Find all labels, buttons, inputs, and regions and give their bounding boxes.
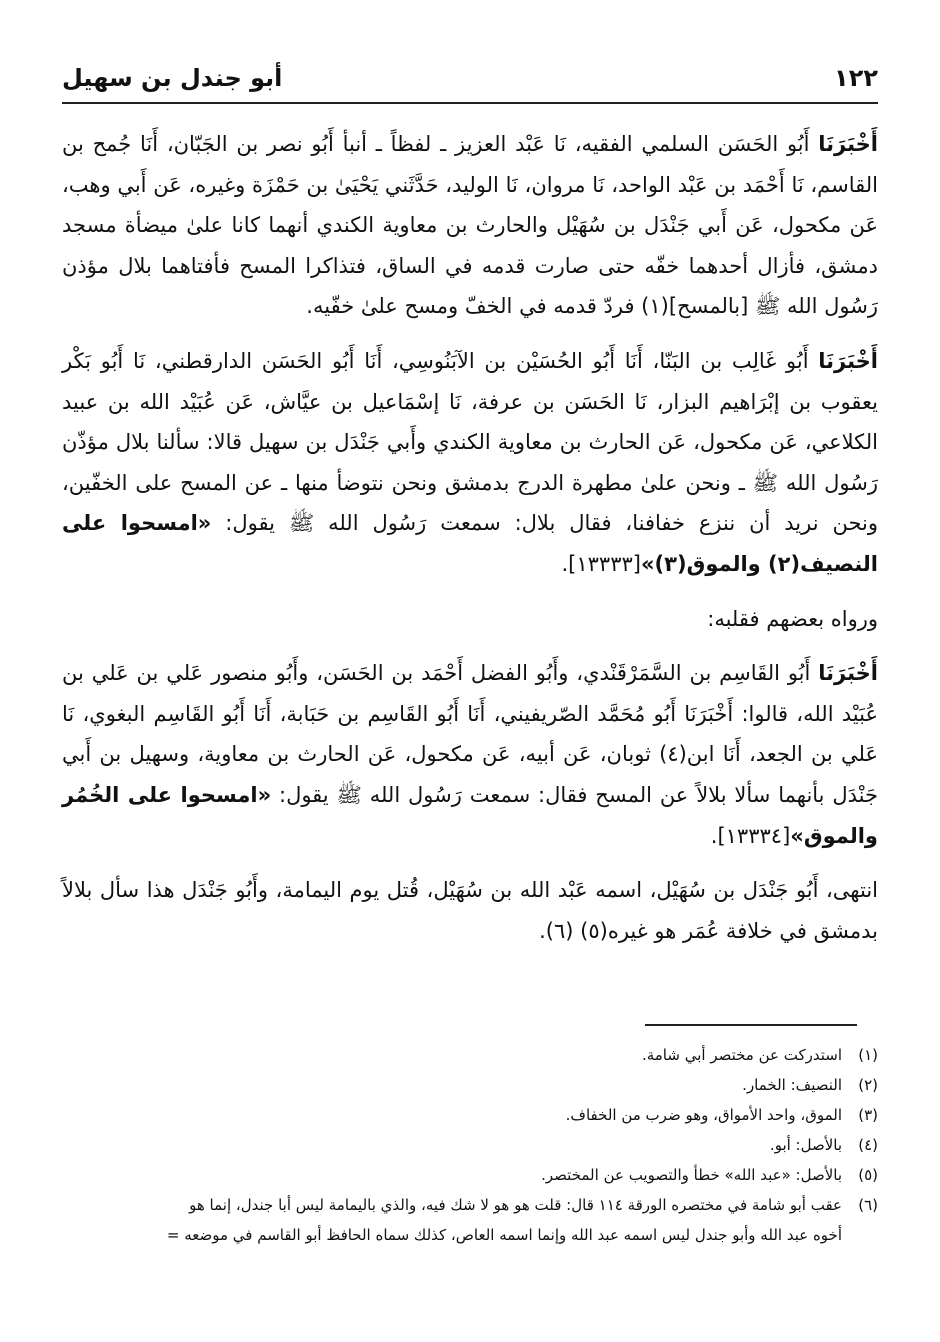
isnad-lead: أَخْبَرَنَا <box>818 661 878 686</box>
footnote-number: (٥) <box>858 1166 878 1184</box>
footnote-number: (٤) <box>858 1136 878 1154</box>
footnote <box>62 1190 878 1220</box>
paragraph-text: ورواه بعضهم فقلبه: <box>707 606 878 631</box>
hadith-number: [١٣٣٣٣]. <box>561 551 641 576</box>
hadith-quote: «امسحوا على الخُمُر والموق» <box>62 782 878 848</box>
paragraph <box>62 341 878 585</box>
footnote-continuation: أخوه عبد الله وأبو جندل ليس اسمه عبد الله وإنما اسمه العاص، كذلك سماه الحافظ أبو القاسم في موضعه = <box>166 1226 842 1244</box>
paragraph <box>62 870 878 951</box>
isnad-lead: أَخْبَرَنَا <box>818 132 878 156</box>
main-text <box>62 124 878 965</box>
footnote-number: (٢) <box>858 1076 878 1094</box>
paragraph-text: أَبُو غَالِب بن البَنّا، أَنَا أَبُو الحُسَيْن بن الآبَنُوسِي، أَنَا أَبُو الحَسَن الدارقطني، نَا أَبُو بَكْر يعقوب بن إبْرَاهيم البزار، نَا الحَسَن بن عرفة، نَا إسْمَاعيل بن عيَّاش، عَن عُبَيْد الله بن عبيد الكلاعي، عَن مكحول، عَن الحارث بن معاوية الكندي وأَبي جَنْدَل بن سهيل قالا: سألنا بلال مؤذّن رَسُول الله ﷺ ـ ونحن علىٰ مطهرة الدرج بدمشق ونحن نتوضأ منها ـ عن المسح على الخفّين، ونحن نريد أن ننزع خفافنا، فقال بلال: سمعت رَسُول الله ﷺ يقول: <box>62 348 879 536</box>
footnote-separator <box>645 1024 857 1026</box>
running-title: أبو جندل بن سهيل <box>62 64 283 92</box>
isnad-lead: أَخْبَرَنَا <box>818 348 878 373</box>
footnote <box>62 1130 878 1160</box>
footnote-text: عقب أبو شامة في مختصره الورقة ١١٤ قال: قلت هو هو لا شك فيه، والذي باليمامة ليس أبا جندل، إنما هو <box>189 1196 842 1214</box>
paragraph <box>62 653 878 856</box>
footnote <box>62 1100 878 1130</box>
footnotes <box>62 1040 878 1250</box>
footnote <box>62 1160 878 1190</box>
footnote-text: بالأصل: «عبد الله» خطأ والتصويب عن المختصر. <box>541 1166 842 1184</box>
footnote-number: (٦) <box>858 1196 878 1214</box>
footnote-number: (٣) <box>858 1106 878 1124</box>
paragraph <box>62 124 878 327</box>
hadith-number: [١٣٣٣٤]. <box>710 823 791 848</box>
paragraph <box>62 599 878 640</box>
page-number: ١٢٢ <box>834 64 878 92</box>
paragraph-text: انتهى، أَبُو جَنْدَل بن سُهَيْل، اسمه عَبْد الله بن سُهَيْل، قُتل يوم اليمامة، وأَبُو جَنْدَل هذا سأل بلالاً بدمشق في خلافة عُمَر هو غيره(٥) (٦). <box>62 878 878 943</box>
footnote-text: استدركت عن مختصر أبي شامة. <box>641 1046 842 1064</box>
page-header <box>62 58 878 104</box>
hadith-quote: «امسحوا على النصيف(٢) والموق(٣)» <box>62 511 878 576</box>
footnote <box>62 1040 878 1070</box>
paragraph-text: أَبُو الحَسَن السلمي الفقيه، نَا عَبْد العزيز ـ لفظاً ـ أنبأ أَبُو نصر بن الجَبّان، أَنَا جُمح بن القاسم، نَا أَحْمَد بن عَبْد الواحد، نَا مروان، نَا الوليد، حَدَّثَني يَحْيَىٰ بن حَمْزَة وغيره، عَن أَبي وهب، عَن مكحول، عَن أَبي جَنْدَل بن سُهَيْل والحارث بن معاوية الكندي أنهما كانا علىٰ ميضأة مسجد دمشق، فأزال أحدهما خفّه حتى صارت قدمه في الساق، فتذاكرا المسح فأفتاهما بلال مؤذن رَسُول الله ﷺ [بالمسح](١) فردّ قدمه في الخفّ ومسح علىٰ خفّيه. <box>62 132 878 319</box>
footnote-number: (١) <box>858 1046 878 1064</box>
footnote-text: الموق، واحد الأمواق، وهو ضرب من الخفاف. <box>565 1106 842 1124</box>
paragraph-text: أَبُو القَاسِم بن السَّمَرْقَنْدي، وأَبُو الفضل أَحْمَد بن الحَسَن، وأَبُو منصور عَلي بن عَلي بن عُبَيْد الله، قالوا: أَخْبَرَنَا أَبُو مُحَمَّد الصّريفيني، أَنَا أَبُو القَاسِم بن حَبَابة، أَنَا أَبُو القَاسِم البغوي، نَا عَلي بن الجعد، أَنَا ابن(٤) ثوبان، عَن أبيه، عَن مكحول، عَن الحارث بن معاوية، وسهيل بن أَبي جَنْدَل بأنهما سألا بلالاً عن المسح فقال: سمعت رَسُول الله ﷺ يقول: <box>62 661 878 807</box>
footnote <box>62 1070 878 1100</box>
footnote-text: بالأصل: أبو. <box>769 1136 842 1154</box>
footnote-text: النصيف: الخمار. <box>742 1076 842 1094</box>
